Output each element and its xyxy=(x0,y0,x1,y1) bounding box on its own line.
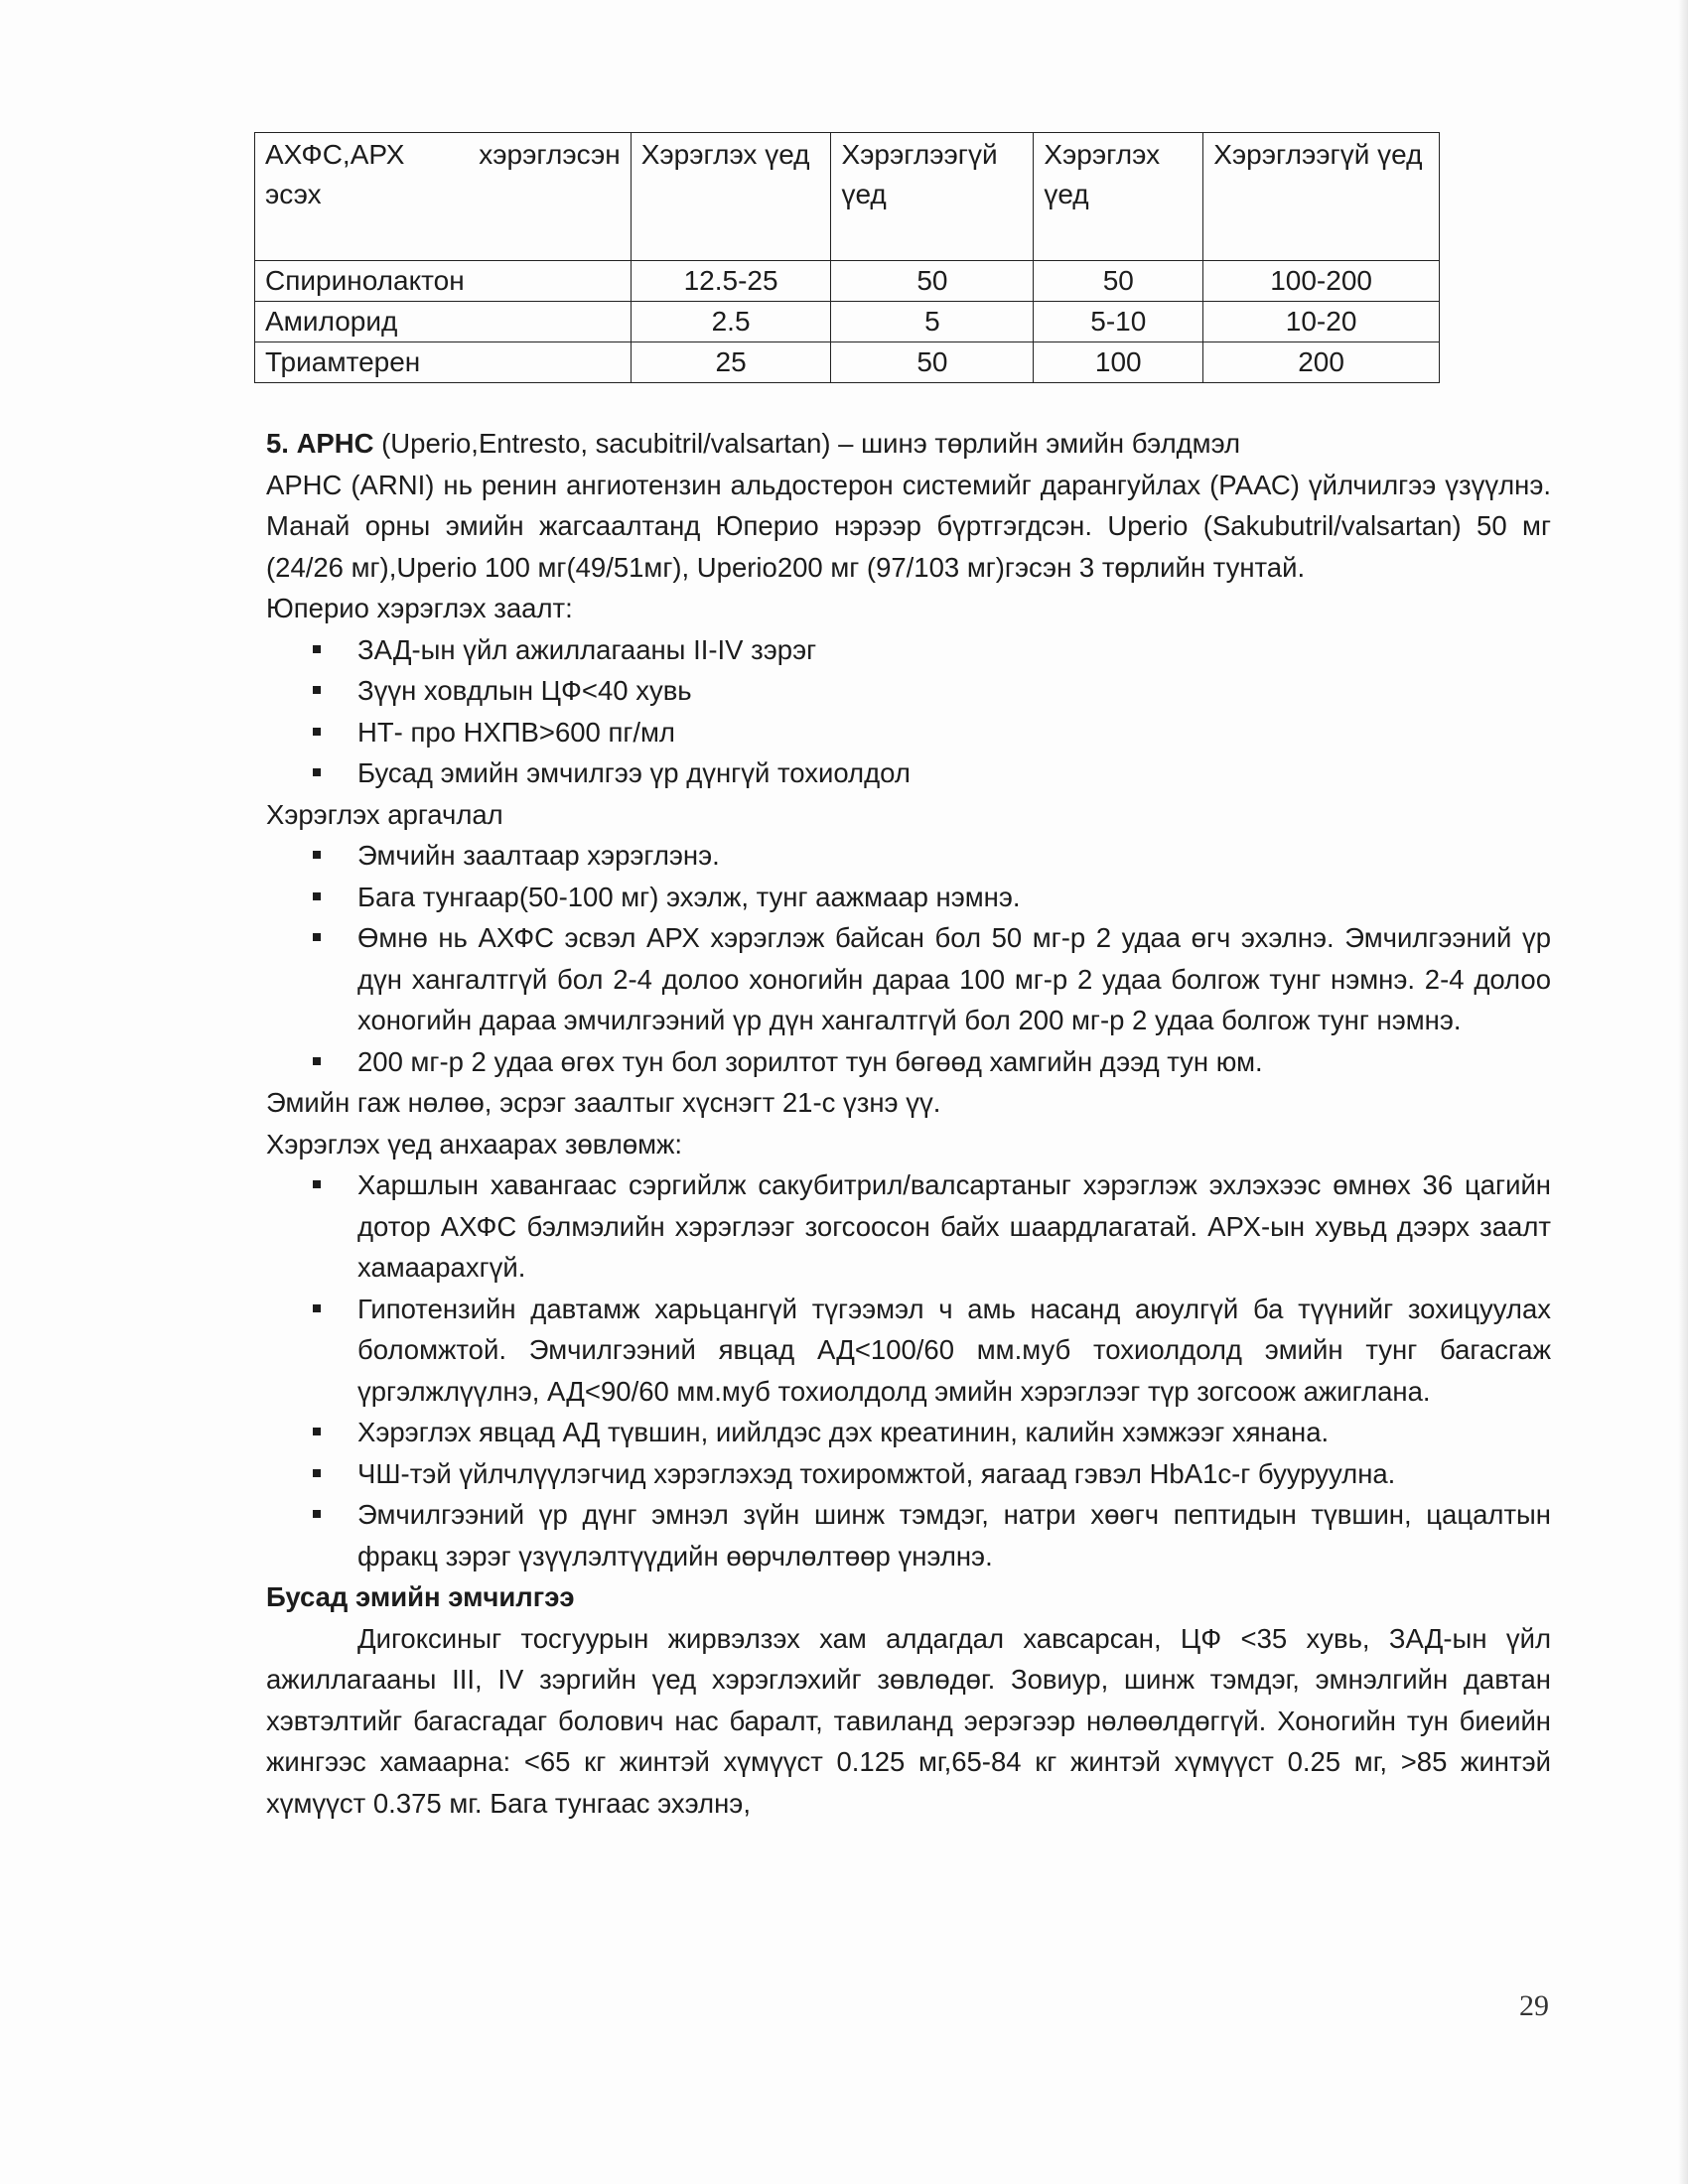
table-cell: 5-10 xyxy=(1034,302,1203,342)
table-header-cell: Хэрэглэх үед xyxy=(631,133,831,261)
header-text: хэрэглэсэн xyxy=(479,139,621,170)
table-cell: 12.5-25 xyxy=(631,261,831,302)
list-item: ЧШ-тэй үйлчлүүлэгчид хэрэглэхэд тохиромжтой, яагаад гэвэл HbA1c-г бууруулна. xyxy=(266,1453,1551,1495)
arns-section xyxy=(266,423,1551,1576)
list-item: Зүүн ховдлын ЦФ<40 хувь xyxy=(266,670,1551,712)
table-cell-drug: Амилорид xyxy=(255,302,632,342)
list-item: Эмчийн заалтаар хэрэглэнэ. xyxy=(266,835,1551,877)
table-cell: 50 xyxy=(1034,261,1203,302)
table-cell-drug: Триамтерен xyxy=(255,342,632,383)
table-header-cell: Хэрэглэх үед xyxy=(1034,133,1203,261)
table-cell: 50 xyxy=(831,342,1034,383)
table-cell: 10-20 xyxy=(1203,302,1440,342)
arns-heading xyxy=(266,423,1551,465)
header-text: эсэх xyxy=(265,179,322,209)
table-cell: 2.5 xyxy=(631,302,831,342)
table-cell: 100-200 xyxy=(1203,261,1440,302)
header-text: АХФС,АРХ xyxy=(265,139,405,170)
advice-list xyxy=(266,1164,1551,1576)
indications-title: Юперио хэрэглэх заалт: xyxy=(266,593,573,623)
table-header-row xyxy=(255,133,1440,261)
arns-intro: АРНС (ARNI) нь ренин ангиотензин альдостерон системийг дарангуйлах (РААС) үйлчилгээ үзүүлнэ. Манай орны эмийн жагсаалтанд Юперио нэрээр бүртгэгдсэн. Uperio (Sakubutril/valsartan) 50 мг (24/26 мг),Uperio 100 мг(49/51мг), Uperio200 мг (97/103 мг)гэсэн 3 төрлийн тунтай. xyxy=(266,469,1551,583)
advice-title: Хэрэглэх үед анхаарах зөвлөмж: xyxy=(266,1128,683,1160)
side-effects-note: Эмийн гаж нөлөө, эсрэг заалтыг хүснэгт 21-с үзнэ үү. xyxy=(266,1087,941,1118)
document-page xyxy=(266,132,1551,1824)
table-cell: 25 xyxy=(631,342,831,383)
list-item: 200 мг-р 2 удаа өгөх тун бол зорилтот тун бөгөөд хамгийн дээд тун юм. xyxy=(266,1041,1551,1083)
table-header-cell: Хэрэглээгүй үед xyxy=(831,133,1034,261)
list-item: Өмнө нь АХФС эсвэл АРХ хэрэглэж байсан бол 50 мг-р 2 удаа өгч эхэлнэ. Эмчилгээний үр дүн хангалтгүй бол 2-4 долоо хоногийн дараа 100 мг-р 2 удаа болгож тунг нэмнэ. 2-4 долоо хоногийн дараа эмчилгээний үр дүн хангалтгүй бол 200 мг-р 2 удаа болгож тунг нэмнэ. xyxy=(266,917,1551,1041)
other-therapy-section xyxy=(266,1576,1551,1824)
table-row xyxy=(255,342,1440,383)
table-cell: 100 xyxy=(1034,342,1203,383)
arns-heading-bold: 5. АРНС xyxy=(266,428,374,459)
indications-list xyxy=(266,629,1551,794)
list-item: Эмчилгээний үр дүнг эмнэл зүйн шинж тэмдэг, натри хөөгч пептидын түвшин, цацалтын фракц зэрэг үзүүлэлтүүдийн өөрчлөлтөөр үнэлнэ. xyxy=(266,1494,1551,1576)
method-title: Хэрэглэх аргачлал xyxy=(266,798,503,830)
other-therapy-paragraph: Дигоксиныг тосгуурын жирвэлзэх хам алдагдал хавсарсан, ЦФ <35 хувь, ЗАД-ын үйл ажиллагааны III, IV зэргийн үед хэрэглэхийг зөвлөдөг. Зовиур, шинж тэмдэг, эмнэлгийн давтан хэвтэлтийг багасгадаг болович нас баралт, тавиланд эерэгээр нөлөөлдөггүй. Хоногийн тун биеийн жингээс хамаарна: <65 кг жинтэй хүмүүст 0.125 мг,65-84 кг жинтэй хүмүүст 0.25 мг, >85 жинтэй хүмүүст 0.375 мг. Бага тунгаас эхэлнэ, xyxy=(266,1622,1551,1819)
arns-heading-rest: (Uperio,Entresto, sacubitril/valsartan) – шинэ төрлийн эмийн бэлдмэл xyxy=(373,428,1241,459)
diuretic-dose-table xyxy=(254,132,1440,383)
table-cell-drug: Спиринолактон xyxy=(255,261,632,302)
table-cell: 200 xyxy=(1203,342,1440,383)
table-cell: 50 xyxy=(831,261,1034,302)
list-item: Гипотензийн давтамж харьцангүй түгээмэл ч амь насанд аюулгүй ба түүнийг зохицуулах боломжтой. Эмчилгээний явцад АД<100/60 мм.муб тохиолдолд эмийн тунг багасгаж үргэлжлүүлнэ, АД<90/60 мм.муб тохиолдолд эмийн хэрэглээг түр зогсоож ажиглана. xyxy=(266,1289,1551,1413)
list-item: Бага тунгаар(50-100 мг) эхэлж, тунг аажмаар нэмнэ. xyxy=(266,877,1551,918)
list-item: Харшлын хавангаас сэргийлж сакубитрил/валсартаныг хэрэглэж эхлэхээс өмнөх 36 цагийн дотор АХФС бэлмэлийн хэрэглээг зогсоосон байх шаардлагатай. АРХ-ын хувьд дээрх заалт хамаарахгүй. xyxy=(266,1164,1551,1289)
list-item: Хэрэглэх явцад АД түвшин, иийлдэс дэх креатинин, калийн хэмжээг хянана. xyxy=(266,1412,1551,1453)
other-therapy-title xyxy=(266,1576,1551,1618)
table-header-cell xyxy=(255,133,632,261)
list-item: ЗАД-ын үйл ажиллагааны II-IV зэрэг xyxy=(266,629,1551,671)
table-row xyxy=(255,261,1440,302)
table-header-cell: Хэрэглээгүй үед xyxy=(1203,133,1440,261)
scan-edge-shadow xyxy=(1678,0,1688,2184)
page-number: 29 xyxy=(1519,1989,1549,2022)
method-list xyxy=(266,835,1551,1082)
table-cell: 5 xyxy=(831,302,1034,342)
table-row xyxy=(255,302,1440,342)
list-item: Бусад эмийн эмчилгээ үр дүнгүй тохиолдол xyxy=(266,752,1551,794)
list-item: НТ- про НХПВ>600 пг/мл xyxy=(266,712,1551,753)
other-therapy-title-text: Бусад эмийн эмчилгээ xyxy=(266,1581,575,1612)
